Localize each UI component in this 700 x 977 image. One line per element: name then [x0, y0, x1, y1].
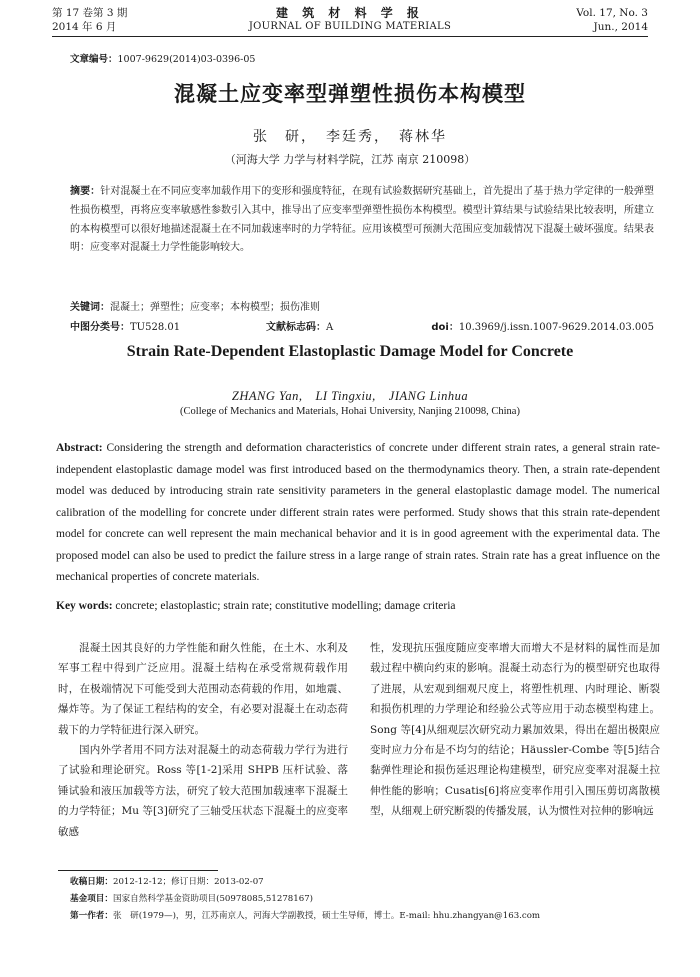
issue-date: 2014 年 6 月 — [52, 21, 117, 33]
abstract-en-label: Abstract: — [56, 442, 103, 454]
fund-text: 国家自然科学基金资助项目(50978085,51278167) — [112, 894, 314, 904]
abstract-cn-text: 针对混凝土在不同应变率加载作用下的变形和强度特征，在现有试验数据研究基础上，首先提出了基于热力学定律的一般弹塑性损伤模型，再将应变率敏感性参数引入其中，推导出了应变率型弹塑性损伤本构模型。模型计算结果与试验结果比较表明，所建立的本构模型可以很好地描述混凝土在不同加载速率时的力学特征。应用该模型可预测大范围应变加载情况下混凝土破坏强度。结果表明：应变率对混凝土力学性能影响较大。 — [70, 186, 655, 254]
issue-info-en — [576, 6, 648, 34]
volume-issue: 第 17 卷第 3 期 — [52, 7, 128, 19]
doi — [431, 318, 654, 333]
first-author-label: 第一作者： — [70, 911, 113, 921]
title-en: Strain Rate-Dependent Elastoplastic Damage Model for Concrete — [126, 343, 574, 360]
clc-value: TU528.01 — [130, 322, 181, 333]
article-number-label: 文章编号： — [70, 54, 118, 65]
classification-line — [70, 318, 654, 334]
abstract-cn-label: 摘要： — [70, 186, 101, 197]
body-paragraph: 国内外学者用不同方法对混凝土的动态荷载力学行为进行了试验和理论研究。Ross 等[1-2]采用 SHPB 压杆试验、落锤试验和液压加载等方法，研究了较大范围加载速率下混凝土的力学特征；Mu 等[3]研究了三轴受压状态下混凝土的应变率敏感 — [58, 744, 348, 838]
abstract-cn — [70, 183, 654, 258]
body-paragraph: 混凝土因其良好的力学性能和耐久性能，在土木、水利及军事工程中得到广泛应用。混凝土结构在承受常规荷载作用时，在极端情况下可能受到大范围动态荷载的作用，如地震、爆炸等。为了保证工程结构的安全，有必要对混凝土在动态荷载下的力学特征进行深入研究。 — [58, 642, 348, 736]
first-author-text: 张 研(1979—)，男，江苏南京人，河海大学副教授，硕士生导师，博士。E-mail: hhu.zhangyan@163.com — [112, 911, 541, 921]
doi-value: 10.3969/j.issn.1007-9629.2014.03.005 — [458, 322, 654, 333]
volume-issue-en: Vol. 17, No. 3 — [576, 7, 648, 19]
abstract-en-text: Considering the strength and deformation characteristics of concrete under different strain rates, a general strain rate-independent elastoplastic damage model was first introduced based on the thermodynamics theory. Then, a strain rate-dependent model was deduced by introducing strain rate sensitivity parameters in the general elastoplastic damage model. The numerical calibration of the modelling for concrete under different strain rates were performed. Study shows that this strain rate-dependent model for concrete can well represent the main mechanical behavior and it is in good agreement with the experimental data. The proposed model can also be used to predict the failure stress in a large range of strain rates. Strain rate has a great influence on the mechanical properties of concrete materials. — [56, 442, 660, 583]
affiliation-cn: （河海大学 力学与材料学院，江苏 南京 210098） — [224, 153, 476, 166]
doc-code-label: 文献标志码： — [266, 322, 326, 333]
fund-label: 基金项目： — [70, 894, 113, 904]
journal-name-en: JOURNAL OF BUILDING MATERIALS — [248, 21, 452, 32]
affiliation-en: (College of Mechanics and Materials, Hohai University, Nanjing 210098, China) — [180, 406, 520, 417]
body-column-right — [370, 638, 660, 822]
received-label: 收稿日期： — [70, 877, 113, 887]
abstract-en — [56, 438, 660, 589]
footnote-fund — [70, 893, 660, 905]
header-rule — [52, 36, 648, 37]
body-paragraph: 性，发现抗压强度随应变率增大而增大不是材料的属性而是加载过程中横向约束的影响。混凝土动态行为的模型研究也取得了进展，从宏观到细观尺度上，将塑性机理、内时理论、断裂和损伤机理的力学理论和经验公式等应用于动态模型构建上。Song 等[4]从细观层次研究动力累加效果，得出在超出极限应变时应力分布是不均匀的结论；Häussler-Combe 等[5]结合黏弹性理论和损伤延迟理论构建模型，研究应变率对混凝土拉伸性能的影响；Cusatis[6]将应变率作用引入围压剪切离散模型，从细观上研究断裂的传播发展，认为惯性对拉伸的影响远 — [370, 642, 660, 818]
issue-date-en: Jun., 2014 — [593, 21, 648, 33]
article-number — [70, 51, 255, 65]
keywords-cn-text: 混凝土；弹塑性；应变率；本构模型；损伤准则 — [110, 302, 320, 313]
article-number-value: 1007-9629(2014)03-0396-05 — [117, 54, 256, 65]
keywords-cn — [70, 298, 320, 313]
keywords-en — [56, 600, 456, 612]
journal-name-cn: 建 筑 材 料 学 报 — [276, 6, 424, 20]
keywords-en-text: concrete; elastoplastic; strain rate; constitutive modelling; damage criteria — [115, 600, 456, 612]
doc-code-value: A — [326, 322, 334, 333]
authors-en: ZHANG Yan, LI Tingxiu, JIANG Linhua — [231, 389, 469, 403]
footnote-rule — [58, 870, 218, 871]
authors-cn: 张 研， 李廷秀， 蒋林华 — [253, 129, 447, 145]
footnote-first-author — [70, 910, 660, 922]
clc-number — [70, 318, 180, 333]
keywords-en-label: Key words: — [56, 600, 113, 612]
doi-label: doi： — [431, 322, 459, 333]
keywords-cn-label: 关键词： — [70, 302, 110, 313]
footnote-received — [70, 876, 660, 888]
title-cn: 混凝土应变率型弹塑性损伤本构模型 — [174, 82, 526, 106]
document-code — [266, 318, 333, 333]
running-header — [52, 6, 648, 36]
journal-name — [52, 6, 648, 34]
received-text: 2012-12-12；修订日期：2013-02-07 — [112, 877, 264, 887]
clc-label: 中图分类号： — [70, 322, 130, 333]
body-column-left — [58, 638, 348, 842]
